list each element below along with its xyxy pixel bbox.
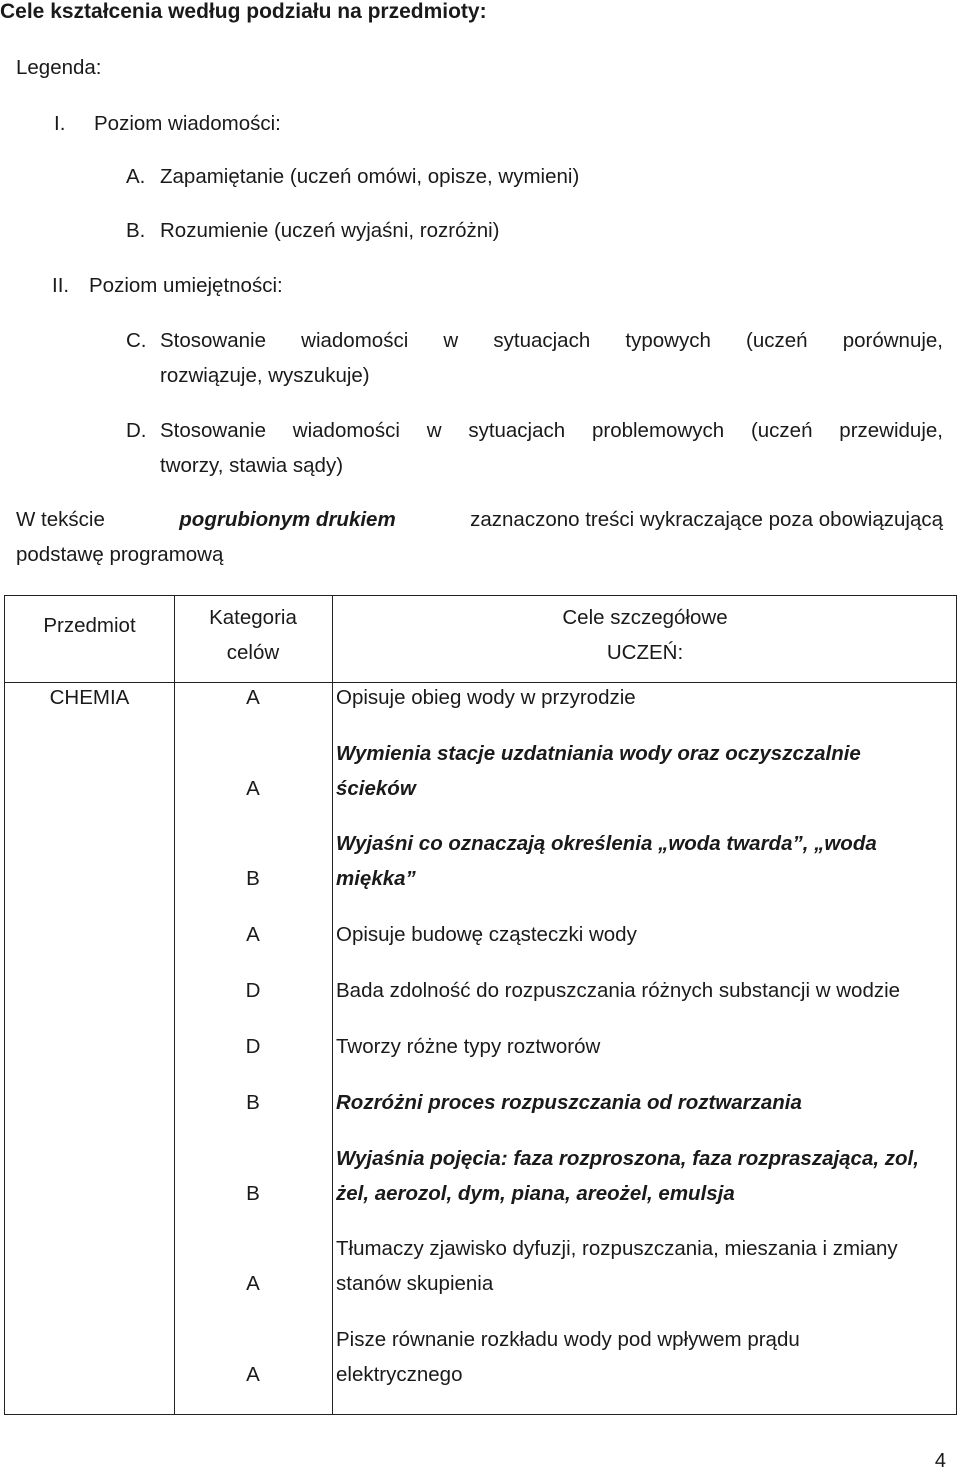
header-goals-line2: UCZEŃ: xyxy=(606,641,684,664)
category-a-text: Zapamiętanie (uczeń omówi, opisze, wymieni) xyxy=(160,165,580,188)
row-category: B xyxy=(246,1182,260,1205)
category-c-line2: rozwiązuje, wyszukuje) xyxy=(160,364,370,387)
row-goal: Bada zdolność do rozpuszczania różnych substancji w wodzie xyxy=(336,979,901,1002)
table-header-divider xyxy=(5,682,956,683)
table-col-divider-2 xyxy=(332,596,333,1414)
note-line2: podstawę programową xyxy=(16,543,224,566)
note-suffix: zaznaczono treści wykraczające poza obowiązującą xyxy=(470,508,943,531)
goals-table xyxy=(4,595,957,1415)
row-goal-line1: Tłumaczy zjawisko dyfuzji, rozpuszczania, mieszania i zmiany xyxy=(336,1237,898,1260)
row-goal-line1: Pisze równanie rozkładu wody pod wpływem prądu xyxy=(336,1328,800,1351)
level-2-title: Poziom umiejętności: xyxy=(89,274,283,297)
row-goal-line2: żel, aerozol, dym, piana, areożel, emulsja xyxy=(336,1182,735,1205)
row-goal-line2: stanów skupienia xyxy=(336,1272,494,1295)
subject-cell: CHEMIA xyxy=(49,686,130,709)
header-subject: Przedmiot xyxy=(43,614,136,637)
header-category-line2: celów xyxy=(226,641,280,664)
header-goals-line1: Cele szczegółowe xyxy=(562,606,728,629)
row-goal: Opisuje budowę cząsteczki wody xyxy=(336,923,637,946)
row-category: D xyxy=(245,1035,261,1058)
note-bold-phrase: pogrubionym drukiem xyxy=(179,508,396,531)
category-c-line1: Stosowanie wiadomości w sytuacjach typowych (uczeń porównuje, xyxy=(160,329,943,352)
category-d-letter: D. xyxy=(126,419,147,442)
level-1-number: I. xyxy=(54,112,66,135)
level-2-number: II. xyxy=(52,274,70,297)
row-goal-line2: miękka” xyxy=(336,867,416,890)
row-goal-line1: Wyjaśnia pojęcia: faza rozproszona, faza rozpraszająca, zol, xyxy=(336,1147,919,1170)
page-heading: Cele kształcenia według podziału na przedmioty: xyxy=(0,0,487,23)
row-goal: Opisuje obieg wody w przyrodzie xyxy=(336,686,636,709)
page-number: 4 xyxy=(934,1450,946,1472)
row-goal-line2: elektrycznego xyxy=(336,1363,463,1386)
row-goal: Tworzy różne typy roztworów xyxy=(336,1035,601,1058)
category-b-letter: B. xyxy=(126,219,146,242)
row-category: A xyxy=(246,923,260,946)
level-1-title: Poziom wiadomości: xyxy=(94,112,281,135)
row-goal-line1: Wyjaśni co oznaczają określenia „woda twarda”, „woda xyxy=(336,832,877,855)
row-category: B xyxy=(246,867,260,890)
category-b-text: Rozumienie (uczeń wyjaśni, rozróżni) xyxy=(160,219,500,242)
category-d-line1: Stosowanie wiadomości w sytuacjach problemowych (uczeń przewiduje, xyxy=(160,419,943,442)
note-prefix: W tekście xyxy=(16,508,105,531)
row-category: A xyxy=(246,1363,260,1386)
row-category: B xyxy=(246,1091,260,1114)
category-c-letter: C. xyxy=(126,329,147,352)
category-d-line2: tworzy, stawia sądy) xyxy=(160,454,344,477)
bold-note xyxy=(16,508,943,532)
row-category: A xyxy=(246,777,260,800)
row-goal-line1: Wymienia stacje uzdatniania wody oraz oczyszczalnie xyxy=(336,742,861,765)
row-goal-line2: ścieków xyxy=(336,777,416,800)
row-category: D xyxy=(245,979,261,1002)
header-category-line1: Kategoria xyxy=(209,606,297,629)
row-goal: Rozróżni proces rozpuszczania od roztwarzania xyxy=(336,1091,802,1114)
row-category: A xyxy=(246,686,260,709)
row-category: A xyxy=(246,1272,260,1295)
legend-label: Legenda: xyxy=(16,56,102,79)
category-a-letter: A. xyxy=(126,165,146,188)
